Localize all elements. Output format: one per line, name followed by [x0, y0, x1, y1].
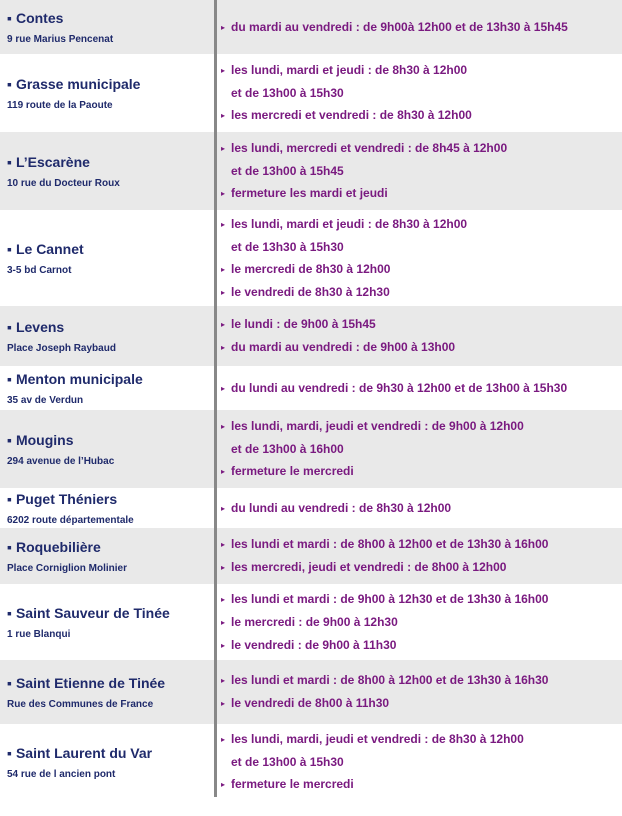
office-name-text: L’Escarène: [15, 153, 90, 170]
office-name: [7, 674, 212, 692]
office-address: 294 avenue de l’Hubac: [7, 455, 115, 467]
hours-text: fermeture le mercredi: [231, 777, 354, 791]
arrow-right-icon: ▸: [221, 422, 226, 431]
office-row: [0, 0, 622, 54]
office-info: [7, 584, 212, 660]
hours-line: [221, 438, 621, 460]
office-info: [7, 410, 212, 488]
hours-line: [221, 104, 621, 127]
bullet-icon: ▪: [7, 490, 12, 507]
office-name-text: Le Cannet: [15, 240, 84, 257]
office-hours: [221, 528, 621, 584]
office-name-text: Grasse municipale: [15, 75, 141, 92]
arrow-right-icon: ▸: [221, 111, 226, 120]
bullet-icon: ▪: [7, 744, 12, 761]
office-name: [7, 153, 212, 171]
arrow-right-icon: ▸: [221, 699, 226, 708]
hours-text: les lundi, mardi et jeudi : de 8h30 à 12h00: [231, 63, 468, 77]
hours-line: [221, 415, 621, 438]
office-hours: [221, 488, 621, 528]
office-hours: [221, 366, 621, 410]
hours-text: les lundi, mercredi et vendredi : de 8h45 à 12h00: [231, 141, 508, 155]
hours-line: [221, 533, 621, 556]
bullet-icon: ▪: [7, 538, 12, 555]
hours-text: les lundi, mardi, jeudi et vendredi : de 8h30 à 12h00: [231, 732, 524, 746]
office-row: [0, 488, 622, 528]
office-row: [0, 724, 622, 800]
arrow-right-icon: ▸: [221, 343, 226, 352]
hours-line: [221, 669, 621, 692]
bullet-icon: ▪: [7, 604, 12, 621]
arrow-right-icon: ▸: [221, 563, 226, 572]
arrow-right-icon: ▸: [221, 219, 226, 229]
hours-text: les lundi, mardi et jeudi : de 8h30 à 12h00: [231, 216, 468, 231]
office-row: [0, 366, 622, 410]
hours-text: et de 13h00 à 15h30: [231, 86, 344, 100]
hours-line: [221, 182, 621, 205]
office-row: [0, 54, 622, 132]
office-hours: [221, 0, 621, 54]
office-name-text: Mougins: [15, 431, 74, 448]
hours-text: le lundi : de 9h00 à 15h45: [231, 317, 376, 331]
arrow-right-icon: ▸: [221, 22, 226, 32]
bullet-icon: ▪: [7, 240, 12, 257]
office-name: [7, 9, 212, 27]
office-address: 1 rue Blanqui: [7, 628, 71, 640]
arrow-right-icon: ▸: [221, 594, 226, 604]
hours-line: [221, 137, 621, 160]
hours-text: et de 13h00 à 15h45: [231, 164, 344, 178]
hours-text: et de 13h00 à 16h00: [231, 442, 344, 456]
office-name-text: Contes: [15, 9, 64, 26]
office-info: [7, 528, 212, 584]
hours-text: du mardi au vendredi : de 9h00 à 13h00: [231, 340, 456, 354]
hours-line: [221, 588, 621, 611]
office-info: [7, 54, 212, 132]
arrow-right-icon: ▸: [221, 287, 226, 297]
hours-line: [221, 556, 621, 579]
office-info: [7, 724, 212, 800]
office-hours: [221, 724, 621, 800]
column-divider: [214, 0, 217, 797]
office-address: 35 av de Verdun: [7, 394, 84, 406]
office-address: Rue des Communes de France: [7, 698, 154, 710]
office-name: [7, 370, 212, 388]
office-address: 54 rue de l ancien pont: [7, 768, 116, 780]
hours-line: [221, 634, 621, 657]
office-name-text: Puget Théniers: [15, 490, 118, 507]
office-hours: [221, 132, 621, 210]
office-hours: [221, 660, 621, 724]
hours-text: les lundi et mardi : de 8h00 à 12h00 et de 13h30 à 16h30: [231, 673, 549, 687]
hours-text: le vendredi de 8h30 à 12h30: [231, 284, 390, 299]
arrow-right-icon: ▸: [221, 735, 226, 744]
office-row: [0, 660, 622, 724]
office-hours: [221, 410, 621, 488]
arrow-right-icon: ▸: [221, 144, 226, 153]
office-name-text: Roquebilière: [15, 538, 101, 555]
office-address: Place Joseph Raybaud: [7, 342, 116, 354]
office-address: Place Corniglion Molinier: [7, 562, 128, 574]
hours-line: [221, 611, 621, 634]
hours-line: [221, 236, 621, 258]
office-address: 6202 route départementale: [7, 514, 134, 526]
hours-text: et de 13h30 à 15h30: [231, 239, 344, 254]
office-name-text: Saint Sauveur de Tinée: [15, 604, 170, 621]
hours-line: [221, 377, 621, 400]
office-info: [7, 488, 212, 528]
office-row: [0, 210, 622, 306]
hours-line: [221, 82, 621, 104]
hours-line: [221, 281, 621, 304]
arrow-right-icon: ▸: [221, 189, 226, 198]
hours-line: [221, 336, 621, 359]
arrow-right-icon: ▸: [221, 467, 226, 476]
hours-line: [221, 751, 621, 773]
office-name-text: Saint Laurent du Var: [15, 744, 153, 761]
hours-text: du lundi au vendredi : de 9h30 à 12h00 et de 13h00 à 15h30: [231, 380, 568, 395]
office-info: [7, 660, 212, 724]
hours-line: [221, 213, 621, 236]
bullet-icon: ▪: [7, 674, 12, 691]
office-info: [7, 132, 212, 210]
hours-text: le mercredi de 8h30 à 12h00: [231, 261, 391, 276]
hours-line: [221, 59, 621, 82]
office-hours: [221, 54, 621, 132]
bullet-icon: ▪: [7, 153, 12, 170]
hours-line: [221, 258, 621, 281]
hours-text: les mercredi, jeudi et vendredi : de 8h00 à 12h00: [231, 560, 507, 574]
office-address: 10 rue du Docteur Roux: [7, 177, 120, 189]
office-name: [7, 240, 212, 258]
office-hours: [221, 210, 621, 306]
arrow-right-icon: ▸: [221, 617, 226, 627]
hours-line: [221, 313, 621, 336]
office-info: [7, 210, 212, 306]
office-address: 119 route de la Paoute: [7, 99, 113, 111]
hours-text: les lundi, mardi, jeudi et vendredi : de 9h00 à 12h00: [231, 419, 524, 433]
office-info: [7, 306, 212, 366]
hours-text: le vendredi de 8h00 à 11h30: [231, 696, 390, 710]
hours-line: [221, 497, 621, 520]
hours-text: le mercredi : de 9h00 à 12h30: [231, 614, 398, 629]
office-row: [0, 584, 622, 660]
office-address: 9 rue Marius Pencenat: [7, 33, 114, 45]
hours-line: [221, 728, 621, 751]
office-info: [7, 366, 212, 410]
bullet-icon: ▪: [7, 370, 12, 387]
hours-text: fermeture les mardi et jeudi: [231, 186, 388, 200]
hours-line: [221, 160, 621, 182]
office-name: [7, 538, 212, 556]
bullet-icon: ▪: [7, 318, 12, 335]
office-name: [7, 75, 212, 93]
hours-text: du lundi au vendredi : de 8h30 à 12h00: [231, 500, 452, 515]
arrow-right-icon: ▸: [221, 640, 226, 650]
hours-line: [221, 16, 621, 39]
office-hours: [221, 306, 621, 366]
hours-text: et de 13h00 à 15h30: [231, 755, 344, 769]
arrow-right-icon: ▸: [221, 503, 226, 513]
office-name: [7, 431, 212, 449]
arrow-right-icon: ▸: [221, 676, 226, 685]
office-name: [7, 744, 212, 762]
hours-text: le vendredi : de 9h00 à 11h30: [231, 637, 397, 652]
office-name: [7, 604, 212, 622]
arrow-right-icon: ▸: [221, 264, 226, 274]
hours-text: les lundi et mardi : de 8h00 à 12h00 et de 13h30 à 16h00: [231, 537, 549, 551]
arrow-right-icon: ▸: [221, 320, 226, 329]
office-row: [0, 410, 622, 488]
hours-line: [221, 460, 621, 483]
office-name-text: Saint Etienne de Tinée: [15, 674, 166, 691]
office-name-text: Menton municipale: [15, 370, 143, 387]
arrow-right-icon: ▸: [221, 383, 226, 393]
hours-text: fermeture le mercredi: [231, 464, 354, 478]
hours-line: [221, 773, 621, 796]
bullet-icon: ▪: [7, 9, 12, 26]
office-name: [7, 490, 212, 508]
arrow-right-icon: ▸: [221, 540, 226, 549]
hours-text: les mercredi et vendredi : de 8h30 à 12h00: [231, 108, 472, 122]
bullet-icon: ▪: [7, 75, 12, 92]
office-address: 3-5 bd Carnot: [7, 264, 72, 276]
bullet-icon: ▪: [7, 431, 12, 448]
office-row: [0, 132, 622, 210]
arrow-right-icon: ▸: [221, 66, 226, 75]
office-hours: [221, 584, 621, 660]
office-row: [0, 306, 622, 366]
office-name: [7, 318, 212, 336]
arrow-right-icon: ▸: [221, 780, 226, 789]
hours-line: [221, 692, 621, 715]
office-row: [0, 528, 622, 584]
office-name-text: Levens: [15, 318, 65, 335]
hours-text: les lundi et mardi : de 9h00 à 12h30 et de 13h30 à 16h00: [231, 591, 549, 606]
office-info: [7, 0, 212, 54]
hours-text: du mardi au vendredi : de 9h00à 12h00 et de 13h30 à 15h45: [231, 19, 568, 34]
